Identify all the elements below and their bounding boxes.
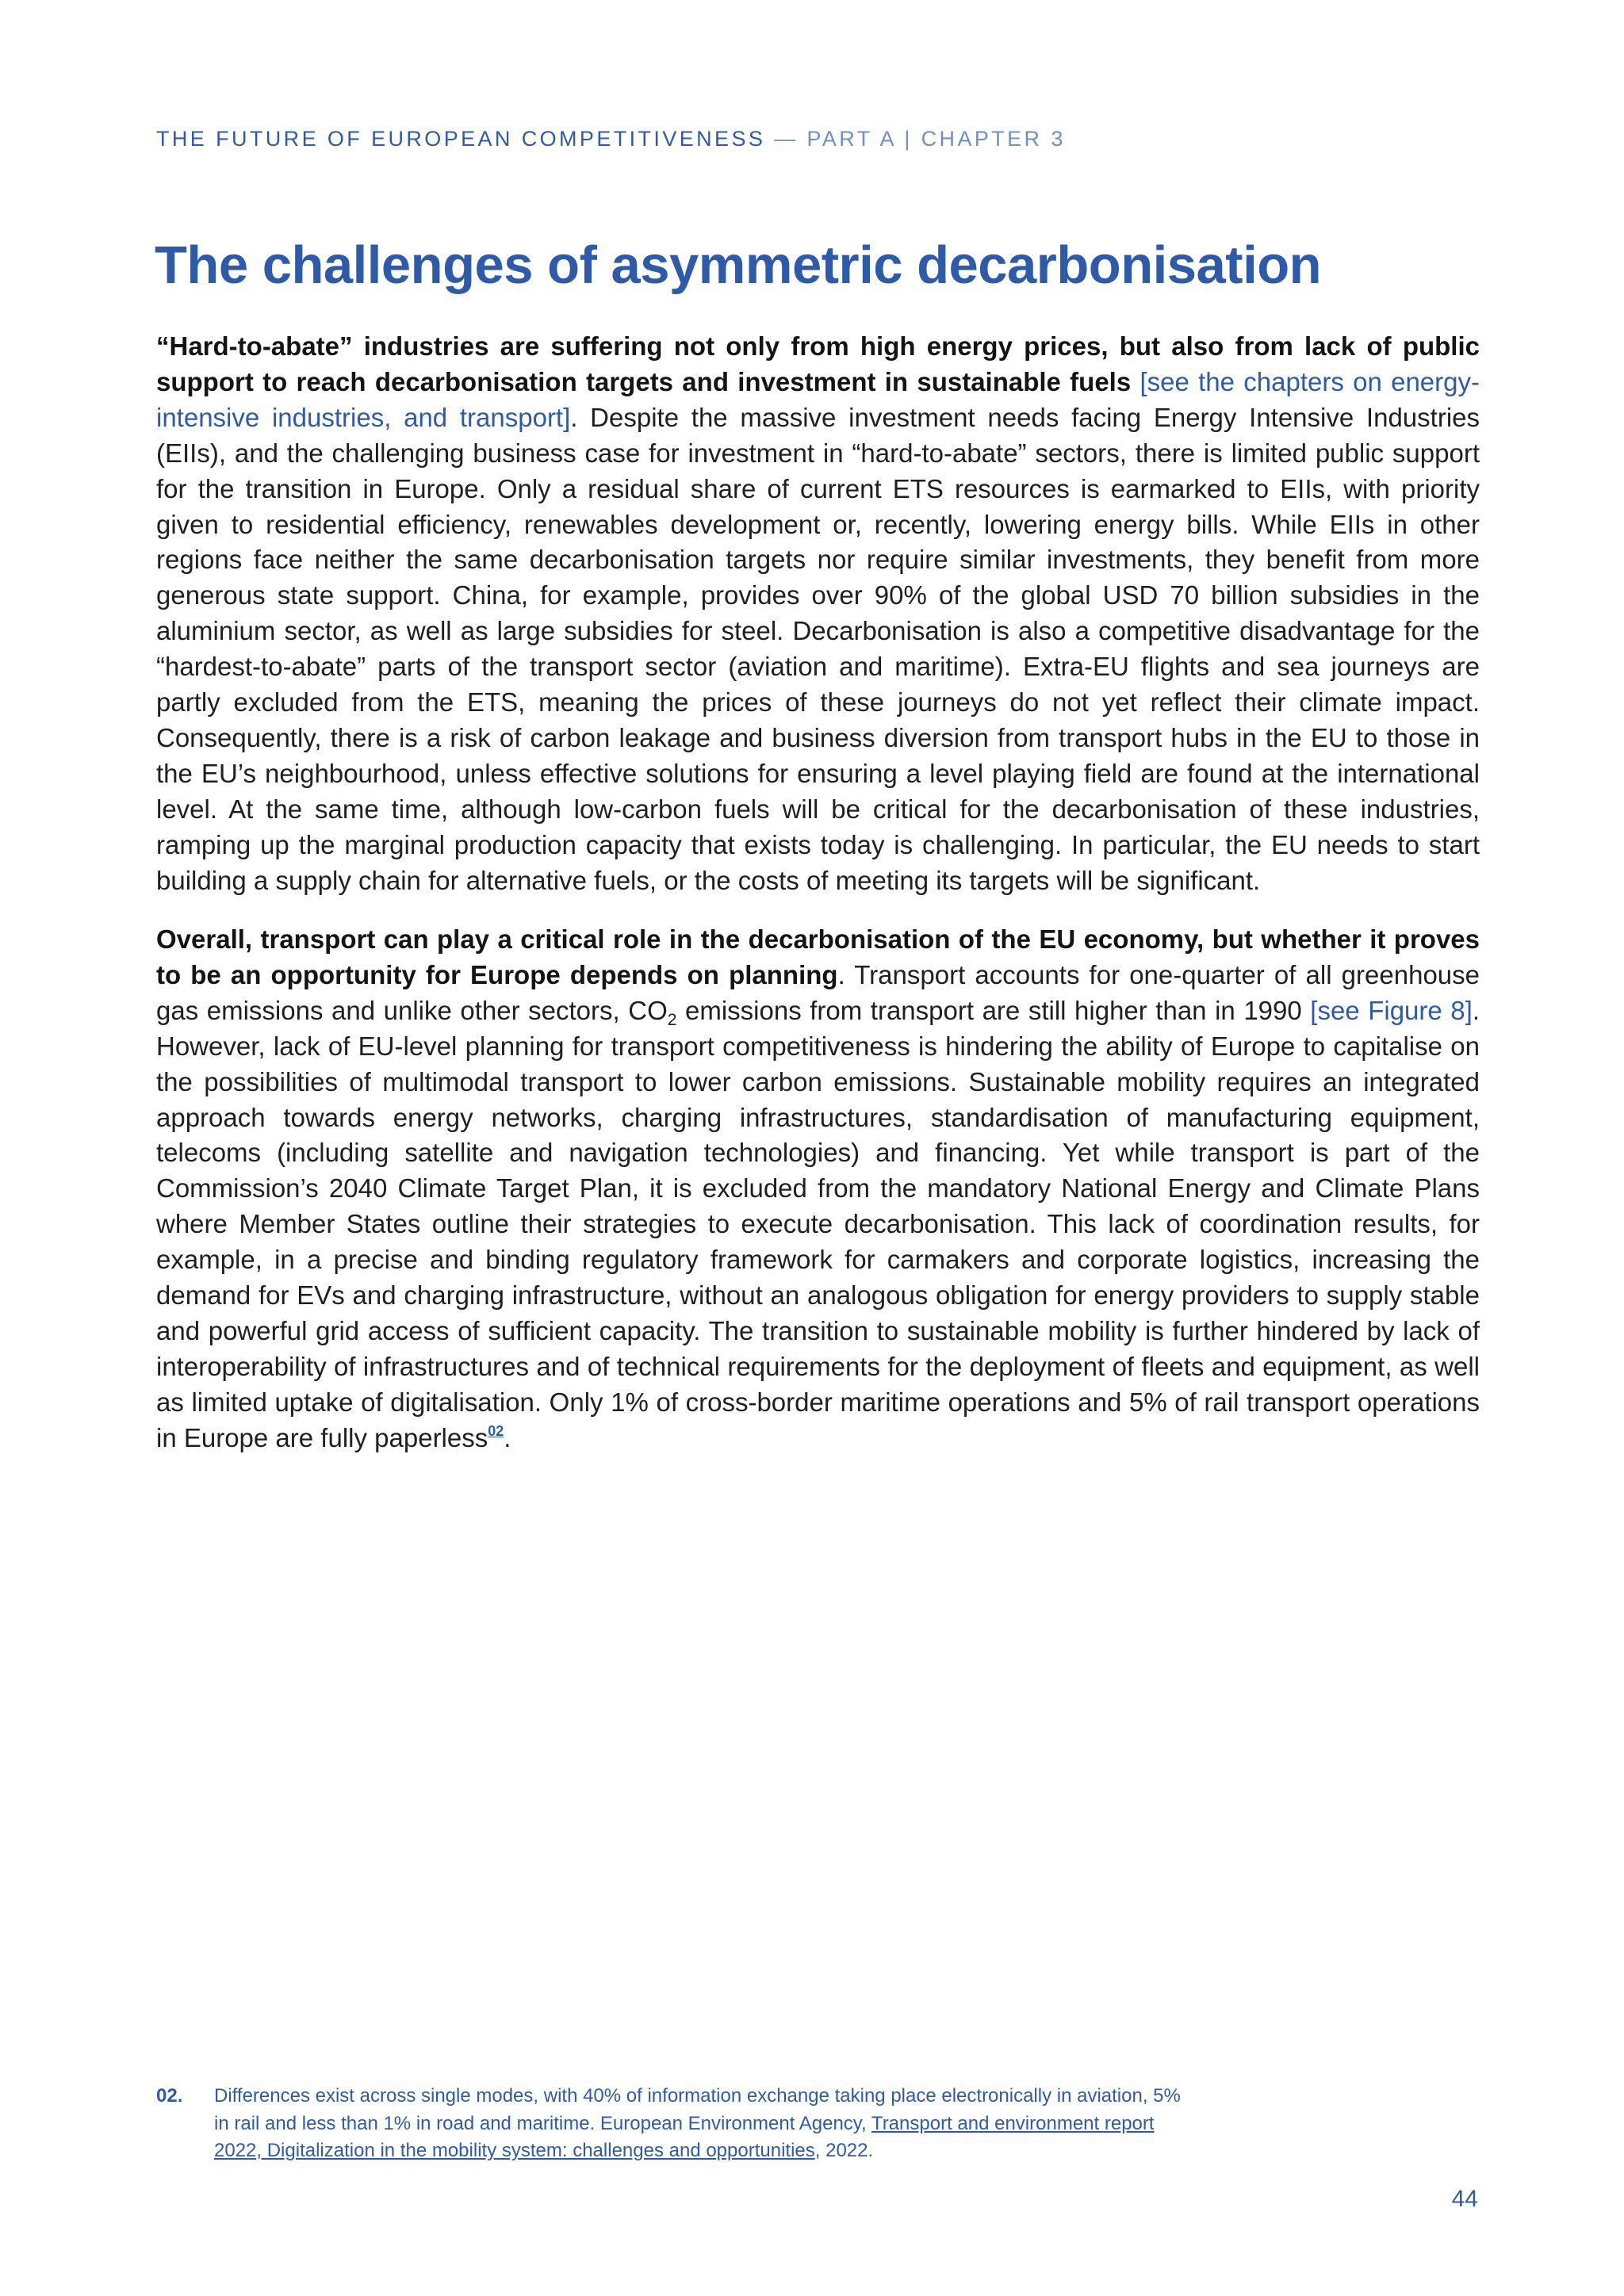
running-header-title: THE FUTURE OF EUROPEAN COMPETITIVENESS [156,127,766,151]
paragraph-body-part: . Transport accounts for one-quarter of all greenhouse gas emissions and unlike other sectors, CO [156,959,1480,1025]
page-title: The challenges of asymmetric decarbonisation [155,235,1322,295]
paragraph-body: . Despite the massive investment needs facing Energy Intensive Industries (EIIs), and the challenging business case for investment in “hard-to-abate” sectors, there is limited public support for the transition in Europe. Only a residual share of current ETS resources is earmarked to EIIs, with priority given to residential efficiency, renewables development or, recently, lowering energy bills. While EIIs in other regions face neither the same decarbonisation targets nor require similar investments, they benefit from more generous state support. China, for example, provides over 90% of the global USD 70 billion subsidies in the aluminium sector, as well as large subsidies for steel. Decarbonisation is also a competitive disadvantage for the “hardest-to-abate” parts of the transport sector (aviation and maritime). Extra-EU flights and sea journeys are partly excluded from the ETS, meaning the prices of these journeys do not yet reflect their climate impact. Consequently, there is a risk of carbon leakage and business diversion from transport hubs in the EU to those in the EU’s neighbourhood, unless effective solutions for ensuring a level playing field are found at the international level. At the same time, although low-carbon fuels will be critical for the decarbonisation of these industries, ramping up the marginal production capacity that exists today is challenging. In particular, the EU needs to start building a supply chain for alternative fuels, or the costs of meeting its targets will be significant. [156,402,1480,895]
footnote-text-part: Differences exist across single modes, with 40% of information exchange taking place electronically in aviation, 5% in rail and less than 1% in road and maritime. European Environment Agency, [214,2085,1181,2134]
paragraph-body-part: . However, lack of EU-level planning for transport competitiveness is hindering the ability of Europe to capitalise on the possibilities of multimodal transport to lower carbon emissions. Sustainable mobility requires an integrated approach towards energy networks, charging infrastructures, standardisation of manufacturing equipment, telecoms (including satellite and navigation technologies) and financing. Yet while transport is part of the Commission’s 2040 Climate Target Plan, it is excluded from the mandatory National Energy and Climate Plans where Member States outline their strategies to execute decarbonisation. This lack of coordination results, for example, in a precise and binding regulatory framework for carmakers and corporate logistics, increasing the demand for EVs and charging infrastructure, without an analogous obligation for energy providers to supply stable and powerful grid access of sufficient capacity. The transition to sustainable mobility is further hindered by lack of interoperability of infrastructures and of technical requirements for the deployment of fleets and equipment, as well as limited uptake of digitalisation. Only 1% of cross-border maritime operations and 5% of rail transport operations in Europe are fully paperless [156,995,1480,1452]
chapter-cross-reference-link[interactable]: [see the chapters on energy-intensive industries, and transport] [156,366,1480,432]
footnote-source-link[interactable]: Transport and environment report 2022, Digitalization in the mobility system: challenges and opportunities [214,2112,1155,2161]
paragraph-transport [156,922,1480,1456]
paragraph-body-part: emissions from transport are still higher than in 1990 [676,995,1311,1025]
footnote-text [214,2083,1195,2165]
footnote-text-end: , 2022. [814,2140,874,2161]
footnote [156,2083,1195,2165]
paragraph-hard-to-abate [156,329,1480,899]
running-header-part: — PART A | CHAPTER 3 [765,127,1066,151]
co2-subscript: 2 [667,1010,677,1029]
paragraph-body-end: . [504,1422,511,1452]
footnote-number: 02. [156,2085,183,2107]
figure-cross-reference-link[interactable]: [see Figure 8] [1310,995,1473,1025]
paragraph-lead: “Hard-to-abate” industries are suffering not only from high energy prices, but also from lack of public support to reach decarbonisation targets and investment in sustainable fuels [156,331,1480,396]
footnote-reference-link[interactable]: 02 [488,1422,504,1439]
page-number: 44 [1451,2186,1478,2212]
running-header [156,127,1066,151]
paragraph-lead: Overall, transport can play a critical role in the decarbonisation of the EU economy, but whether it proves to be an opportunity for Europe depends on planning [156,924,1480,989]
